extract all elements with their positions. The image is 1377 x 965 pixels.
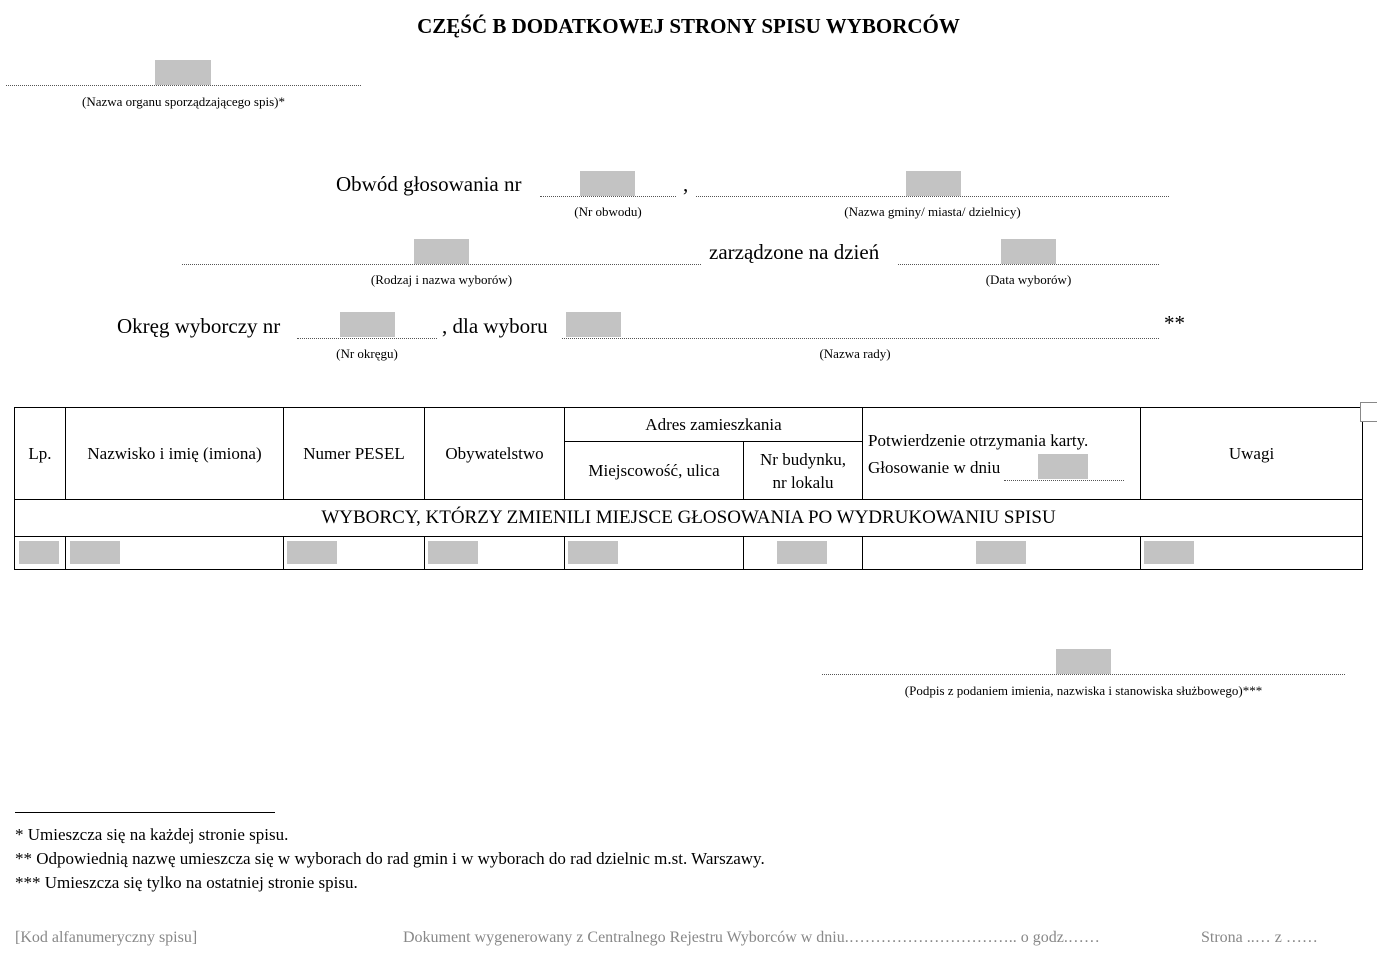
col-adres-header: Adres zamieszkania	[565, 408, 863, 442]
uwagi-field[interactable]	[1144, 541, 1194, 564]
glosowanie-date-field[interactable]	[1038, 454, 1088, 479]
organ-name-field[interactable]	[155, 60, 211, 85]
gmina-caption: (Nazwa gminy/ miasta/ dzielnicy)	[844, 204, 1021, 219]
gmina-line	[696, 196, 1169, 197]
col-pesel-header: Numer PESEL	[284, 408, 425, 500]
rada-line	[562, 338, 1159, 339]
glosowanie-date-line	[1004, 460, 1124, 481]
nr-budynku-line1: Nr budynku,	[760, 449, 846, 469]
col-potwierdzenie-header	[863, 408, 1141, 500]
potwierdzenie-label: Potwierdzenie otrzymania karty.	[868, 430, 1089, 450]
miejscowosc-field[interactable]	[568, 541, 618, 564]
rada-field[interactable]	[566, 312, 621, 337]
podpis-field[interactable]	[1056, 649, 1111, 674]
nazwisko-field[interactable]	[70, 541, 120, 564]
rodzaj-wyborow-caption: (Rodzaj i nazwa wyborów)	[370, 272, 513, 287]
obwod-nr-field[interactable]	[580, 171, 635, 196]
zarzadzone-label: zarządzone na dzień	[709, 240, 880, 264]
obwod-nr-caption: (Nr obwodu)	[574, 204, 642, 219]
data-wyborow-field[interactable]	[1001, 239, 1056, 264]
page-title: CZĘŚĆ B DODATKOWEJ STRONY SPISU WYBORCÓW	[417, 14, 960, 38]
organ-name-caption: (Nazwa organu sporządzającego spis)*	[82, 94, 285, 109]
cell-uwagi[interactable]	[1141, 537, 1363, 570]
organ-name-line	[6, 85, 361, 86]
gmina-field[interactable]	[906, 171, 961, 196]
footer-kod: [Kod alfanumeryczny spisu]	[15, 929, 198, 946]
okreg-nr-line	[297, 338, 437, 339]
col-nr-budynku-header	[744, 442, 863, 500]
obwod-nr-line	[540, 196, 676, 197]
footnote-separator	[15, 812, 275, 813]
pesel-field[interactable]	[287, 541, 337, 564]
table-move-handle[interactable]	[1360, 402, 1377, 422]
footnote-2: ** Odpowiednią nazwę umieszcza się w wyborach do rad gmin i w wyborach do rad dzielnic m.st. Warszawy.	[15, 849, 765, 868]
glosowanie-label: Głosowanie w dniu	[868, 457, 1001, 477]
footnotes	[15, 823, 765, 895]
footer-strona: Strona ..… z ……	[1201, 929, 1318, 946]
cell-nazwisko[interactable]	[66, 537, 284, 570]
data-wyborow-caption: (Data wyborów)	[985, 272, 1072, 287]
col-obywatelstwo-header: Obywatelstwo	[425, 408, 565, 500]
okreg-label: Okręg wyborczy nr	[117, 314, 281, 338]
okreg-nr-caption: (Nr okręgu)	[336, 346, 398, 361]
col-nazwisko-header: Nazwisko i imię (imiona)	[66, 408, 284, 500]
col-lp-header: Lp.	[15, 408, 66, 500]
cell-obywatelstwo[interactable]	[425, 537, 565, 570]
cell-nr-budynku[interactable]	[744, 537, 863, 570]
nr-budynku-field[interactable]	[777, 541, 827, 564]
podpis-caption: (Podpis z podaniem imienia, nazwiska i stanowiska służbowego)***	[904, 683, 1263, 698]
obwod-label: Obwód głosowania nr	[336, 172, 522, 196]
cell-pesel[interactable]	[284, 537, 425, 570]
cell-potwierdzenie[interactable]	[863, 537, 1141, 570]
section-title: WYBORCY, KTÓRZY ZMIENILI MIEJSCE GŁOSOWANIA PO WYDRUKOWANIU SPISU	[15, 500, 1363, 537]
okreg-nr-field[interactable]	[340, 312, 395, 337]
cell-lp[interactable]	[15, 537, 66, 570]
potwierdzenie-field[interactable]	[976, 541, 1026, 564]
rada-caption: (Nazwa rady)	[819, 346, 891, 361]
col-miejscowosc-header: Miejscowość, ulica	[565, 442, 744, 500]
obwod-comma: ,	[683, 172, 689, 196]
nr-budynku-line2: nr lokalu	[772, 472, 834, 492]
lp-field[interactable]	[19, 541, 59, 564]
rodzaj-wyborow-line	[182, 264, 701, 265]
cell-miejscowosc[interactable]	[565, 537, 744, 570]
data-wyborow-line	[898, 264, 1159, 265]
obywatelstwo-field[interactable]	[428, 541, 478, 564]
voter-table	[14, 407, 1363, 570]
footer-generated: Dokument wygenerowany z Centralnego Rejestru Wyborców w dniu.………………………….. o godz.……	[403, 929, 1100, 946]
col-uwagi-header: Uwagi	[1141, 408, 1363, 500]
podpis-line	[822, 674, 1345, 675]
okreg-stars: **	[1164, 311, 1185, 335]
footnote-1: * Umieszcza się na każdej stronie spisu.	[15, 825, 289, 844]
dla-wyboru-label: , dla wyboru	[442, 314, 548, 338]
table-row	[15, 537, 1363, 570]
footnote-3: *** Umieszcza się tylko na ostatniej stronie spisu.	[15, 873, 358, 892]
rodzaj-wyborow-field[interactable]	[414, 239, 469, 264]
